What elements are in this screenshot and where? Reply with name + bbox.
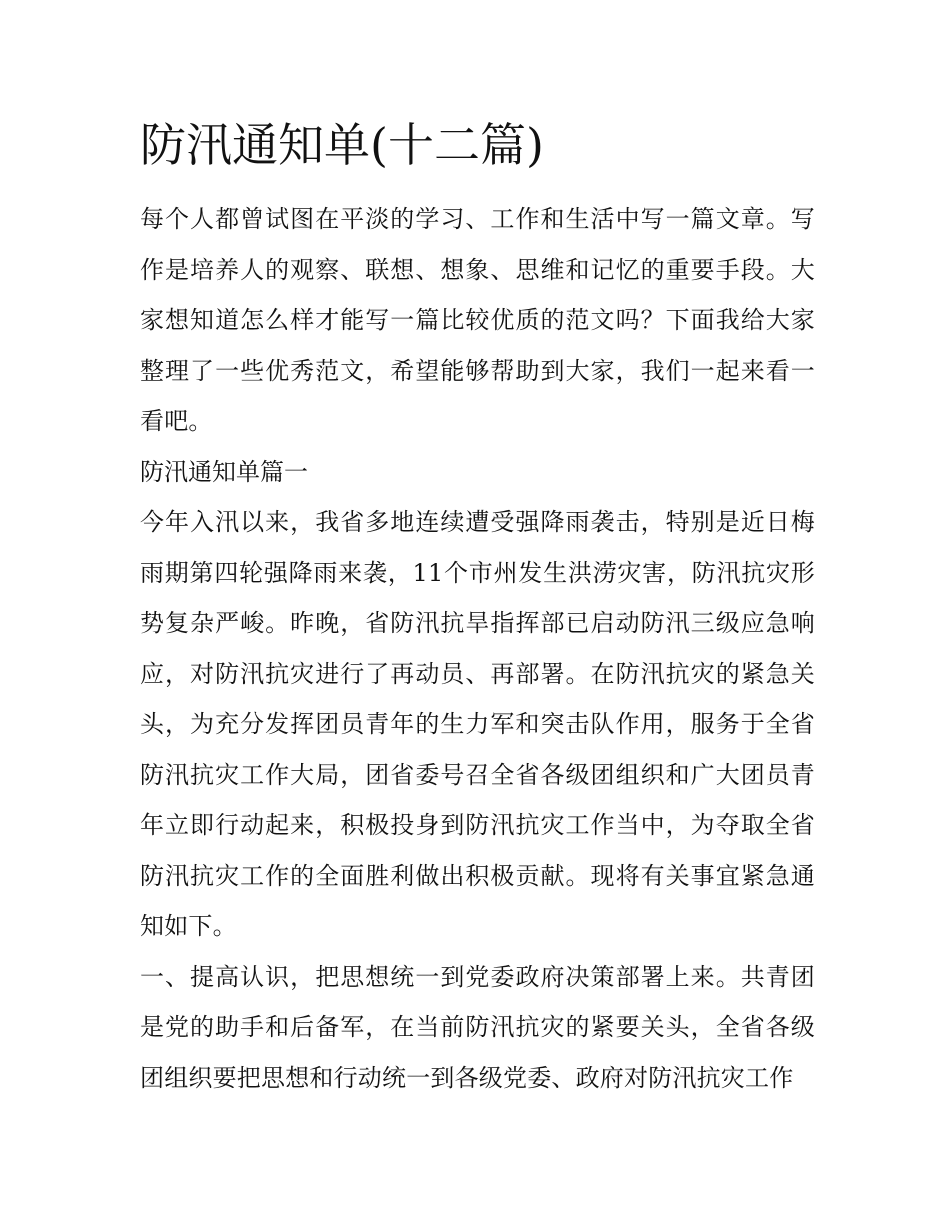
document-title: 防汛通知单(十二篇) <box>140 118 544 172</box>
body-paragraph: 一、提高认识，把思想统一到党委政府决策部署上来。共青团是党的助手和后备军，在当前防汛抗灾的紧要关头，全省各级团组织要把思想和行动统一到各级党委、政府对防汛抗灾工作 <box>140 962 815 1092</box>
section-heading: 防汛通知单篇一 <box>140 457 308 486</box>
document-body <box>140 110 815 1103</box>
intro-paragraph: 每个人都曾试图在平淡的学习、工作和生活中写一篇文章。写作是培养人的观察、联想、想象、思维和记忆的重要手段。大家想知道怎么样才能写一篇比较优质的范文吗？下面我给大家整理了一些优秀范文，希望能够帮助到大家，我们一起来看一看吧。 <box>140 205 815 435</box>
body-paragraph: 今年入汛以来，我省多地连续遭受强降雨袭击，特别是近日梅雨期第四轮强降雨来袭，11个市州发生洪涝灾害，防汛抗灾形势复杂严峻。昨晚，省防汛抗旱指挥部已启动防汛三级应急响应，对防汛抗灾进行了再动员、再部署。在防汛抗灾的紧急关头，为充分发挥团员青年的生力军和突击队作用，服务于全省防汛抗灾工作大局，团省委号召全省各级团组织和广大团员青年立即行动起来，积极投身到防汛抗灾工作当中，为夺取全省防汛抗灾工作的全面胜利做出积极贡献。现将有关事宜紧急通知如下。 <box>140 508 815 940</box>
